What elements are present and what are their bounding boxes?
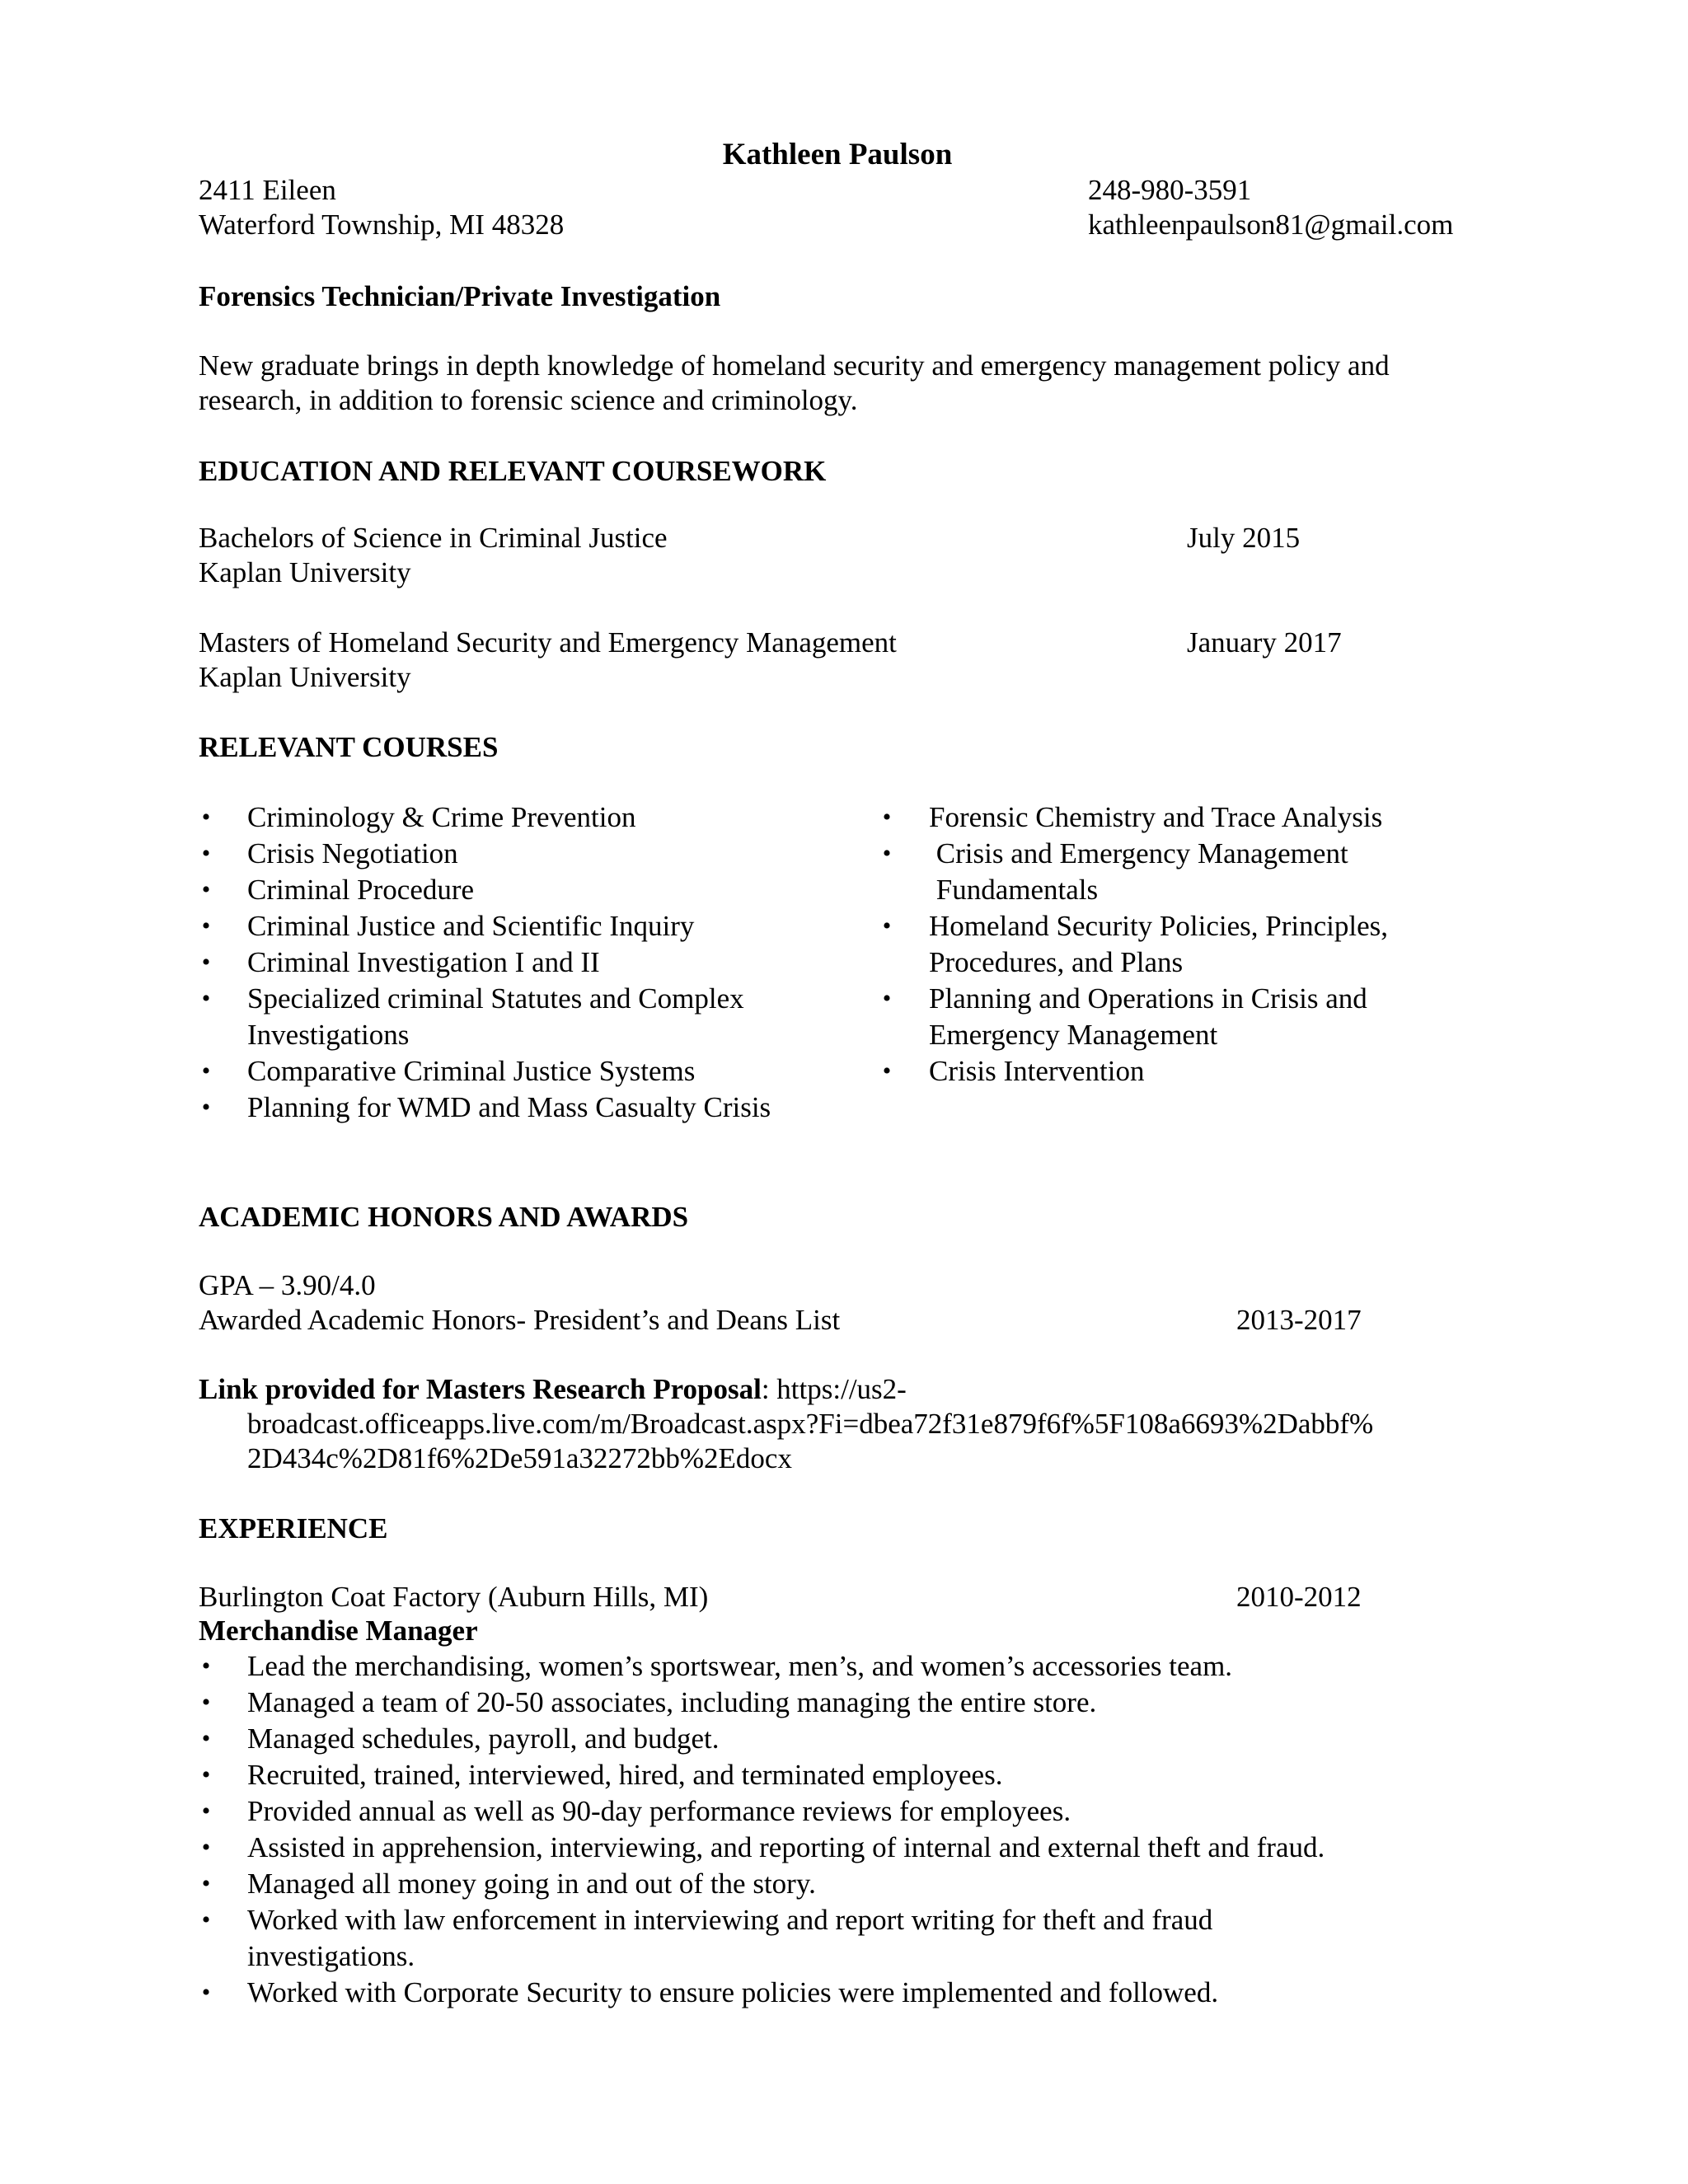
list-item: • Lead the merchandising, women’s sportswear, men’s, and women’s accessories team. [198,1648,1325,1685]
summary-line-1: New graduate brings in depth knowledge of homeland security and emergency management policy and [199,349,1390,382]
list-item: • Assisted in apprehension, interviewing, and reporting of internal and external theft and fraud. [198,1830,1325,1866]
email-address: kathleenpaulson81@gmail.com [1088,209,1454,241]
list-item: • Crisis and Emergency Management Fundamentals [879,836,1388,908]
list-item: • Recruited, trained, interviewed, hired, and terminated employees. [198,1757,1325,1793]
degree-2-date: January 2017 [1187,626,1342,658]
research-link-line-1 [199,1372,907,1407]
courses-left-list [198,799,771,1126]
bullet-icon: • [201,1761,211,1788]
list-item: • Criminal Procedure [198,872,771,908]
bullet-icon: • [201,1094,211,1121]
bullet-icon: • [882,840,892,867]
experience-heading: EXPERIENCE [199,1512,388,1544]
bullet-icon: • [201,1834,211,1861]
courses-right-list [879,799,1388,1090]
courses-heading: RELEVANT COURSES [199,731,499,763]
address-line-1: 2411 Eileen [199,174,336,206]
bullet-icon: • [201,1979,211,2006]
list-item: • Worked with law enforcement in interviewing and report writing for theft and fraud investigations. [198,1902,1325,1975]
address-line-2: Waterford Township, MI 48328 [199,209,565,241]
employment-dates: 2010-2012 [1236,1581,1362,1613]
bullet-icon: • [201,876,211,903]
list-item: • Planning and Operations in Crisis and Emergency Management [879,981,1388,1053]
phone-number: 248-980-3591 [1088,174,1252,206]
list-item: • Crisis Negotiation [198,836,771,872]
gpa-text: GPA – 3.90/4.0 [199,1269,376,1301]
list-item: • Specialized criminal Statutes and Complex Investigations [198,981,771,1053]
research-link-url-part-3[interactable]: 2D434c%2D81f6%2De591a32272bb%2Edocx [247,1442,792,1474]
degree-2-name: Masters of Homeland Security and Emergency Management [199,626,897,658]
bullet-icon: • [201,949,211,976]
bullet-icon: • [201,1725,211,1752]
list-item: • Criminal Investigation I and II [198,944,771,981]
list-item: • Worked with Corporate Security to ensure policies were implemented and followed. [198,1975,1325,2011]
list-item: • Criminology & Crime Prevention [198,799,771,836]
bullet-icon: • [201,1870,211,1897]
bullet-icon: • [201,985,211,1012]
bullet-icon: • [201,1652,211,1680]
list-item: • Crisis Intervention [879,1053,1388,1090]
list-item: • Criminal Justice and Scientific Inquiry [198,908,771,944]
list-item: • Forensic Chemistry and Trace Analysis [879,799,1388,836]
award-date: 2013-2017 [1236,1304,1362,1336]
research-link-label: Link provided for Masters Research Proposal [199,1373,762,1405]
bullet-icon: • [882,912,892,940]
research-link-url-part-1[interactable]: : https://us2- [761,1373,907,1405]
bullet-icon: • [201,840,211,867]
list-item: • Homeland Security Policies, Principles, Procedures, and Plans [879,908,1388,981]
summary-line-2: research, in addition to forensic science and criminology. [199,384,858,416]
honors-heading: ACADEMIC HONORS AND AWARDS [199,1201,689,1233]
list-item: • Managed schedules, payroll, and budget. [198,1721,1325,1757]
degree-1-school: Kaplan University [199,556,411,588]
bullet-icon: • [201,1057,211,1085]
bullet-icon: • [882,804,892,831]
bullet-icon: • [201,1906,211,1933]
list-item: • Provided annual as well as 90-day performance reviews for employees. [198,1793,1325,1830]
list-item: • Comparative Criminal Justice Systems [198,1053,771,1090]
degree-1-name: Bachelors of Science in Criminal Justice [199,522,668,554]
bullet-icon: • [201,804,211,831]
research-link-url-part-2[interactable]: broadcast.officeapps.live.com/m/Broadcast.aspx?Fi=dbea72f31e879f6f%5F108a6693%2Dabbf% [247,1408,1374,1440]
bullet-icon: • [882,1057,892,1085]
list-item: • Planning for WMD and Mass Casualty Crisis [198,1090,771,1126]
degree-2-school: Kaplan University [199,661,411,693]
bullet-icon: • [201,912,211,940]
objective-title: Forensics Technician/Private Investigation [199,280,721,312]
bullet-icon: • [201,1689,211,1716]
duties-list [198,1648,1325,2011]
education-heading: EDUCATION AND RELEVANT COURSEWORK [199,455,827,487]
award-text: Awarded Academic Honors- President’s and Deans List [199,1304,841,1336]
employer-name: Burlington Coat Factory (Auburn Hills, MI) [199,1581,709,1613]
degree-1-date: July 2015 [1187,522,1301,554]
list-item: • Managed all money going in and out of the story. [198,1866,1325,1902]
bullet-icon: • [201,1797,211,1825]
job-title: Merchandise Manager [199,1615,478,1647]
bullet-icon: • [882,985,892,1012]
list-item: • Managed a team of 20-50 associates, including managing the entire store. [198,1685,1325,1721]
candidate-name: Kathleen Paulson [722,138,953,171]
